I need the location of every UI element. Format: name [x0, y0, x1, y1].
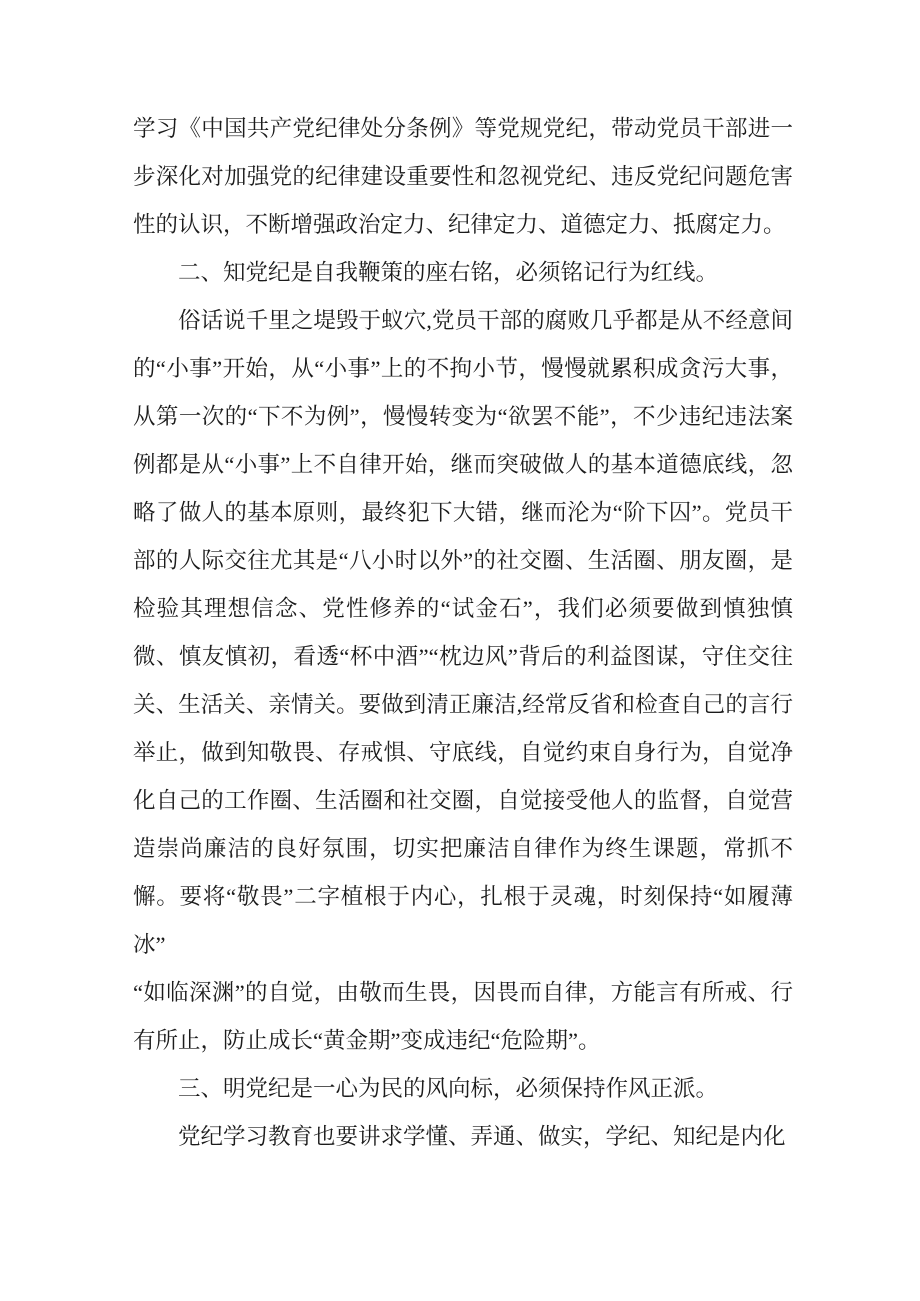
paragraph: 俗话说千里之堤毁于蚁穴,党员干部的腐败几乎都是从不经意间的“小事”开始，从“小事”上的不拘小节，慢慢就累积成贪污大事，从第一次的“下不为例”，慢慢转变为“欲罢不能”，不少违纪违法案例都是从“小事”上不自律开始，继而突破做人的基本道德底线，忽略了做人的基本原则，最终犯下大错，继而沦为“阶下囚”。党员干部的人际交往尤其是“八小时以外”的社交圈、生活圈、朋友圈，是检验其理想信念、党性修养的“试金石”，我们必须要做到慎独慎微、慎友慎初，看透“杯中酒”“枕边风”背后的利益图谋，守住交往关、生活关、亲情关。要做到清正廉洁,经常反省和检查自己的言行举止，做到知敬畏、存戒惧、守底线，自觉约束自身行为，自觉净化自己的工作圈、生活圈和社交圈，自觉接受他人的监督，自觉营造崇尚廉洁的良好氛围，切实把廉洁自律作为终生课题，常抓不懈。要将“敬畏”二字植根于内心，扎根于灵魂，时刻保持“如履薄冰” [133, 308, 793, 957]
paragraph: 三、明党纪是一心为民的风向标，必须保持作风正派。 [178, 1076, 719, 1101]
paragraph: “如临深渊”的自觉，由敬而生畏，因畏而自律，方能言有所戒、行有所止，防止成长“黄金期”变成违纪“危险期”。 [133, 980, 793, 1053]
document-body [133, 105, 793, 1161]
paragraph: 学习《中国共产党纪律处分条例》等党规党纪，带动党员干部进一步深化对加强党的纪律建设重要性和忽视党纪、违反党纪问题危害性的认识，不断增强政治定力、纪律定力、道德定力、抵腐定力。 [133, 116, 793, 237]
paragraph: 党纪学习教育也要讲求学懂、弄通、做实，学纪、知纪是内化 [178, 1124, 786, 1149]
paragraph: 二、知党纪是自我鞭策的座右铭，必须铭记行为红线。 [178, 260, 719, 285]
